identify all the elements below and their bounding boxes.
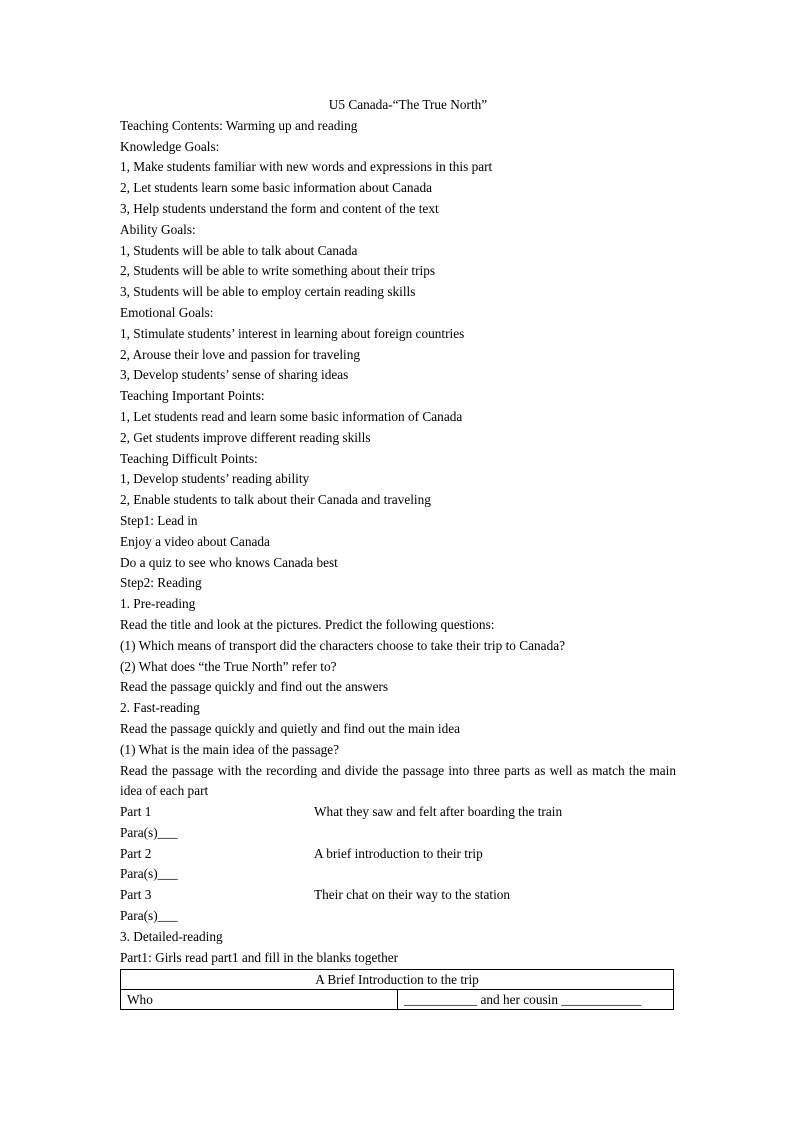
text-line: Do a quiz to see who knows Canada best xyxy=(120,554,338,570)
part-label: Part 2 xyxy=(120,845,152,861)
text-line: 2, Enable students to talk about their Canada and traveling xyxy=(120,492,431,508)
text-line: 2, Arouse their love and passion for traveling xyxy=(120,346,361,362)
text-line: 1, Students will be able to talk about Canada xyxy=(120,242,358,258)
part-label: Part 1 xyxy=(120,804,152,820)
part-row xyxy=(120,844,676,865)
text-line: 2, Let students learn some basic information about Canada xyxy=(120,180,433,196)
text-line: (2) What does “the True North” refer to? xyxy=(120,658,337,674)
part-main-idea: A brief introduction to their trip xyxy=(314,845,483,861)
table-cell-who-value[interactable]: ___________ and her cousin ____________ xyxy=(398,990,674,1010)
text-line: 2, Get students improve different reading skills xyxy=(120,429,371,445)
text-line: Emotional Goals: xyxy=(120,304,214,320)
divide-instruction: Read the passage with the recording and divide the passage into three parts as well as match the main idea of each part xyxy=(120,762,676,799)
table-header: A Brief Introduction to the trip xyxy=(121,970,674,990)
text-line: 1, Let students read and learn some basic information of Canada xyxy=(120,408,463,424)
text-line: Ability Goals: xyxy=(120,221,196,237)
part-label: Part 3 xyxy=(120,887,152,903)
lesson-plan-lines xyxy=(120,116,676,761)
part-paragraph-blank[interactable]: Para(s)___ xyxy=(120,908,178,924)
table-cell-who-label: Who xyxy=(121,990,398,1010)
text-line: Step1: Lead in xyxy=(120,512,198,528)
text-line: 3, Help students understand the form and content of the text xyxy=(120,200,439,216)
brief-introduction-table xyxy=(120,969,674,1010)
part-row xyxy=(120,802,676,823)
part-paragraph-blank[interactable]: Para(s)___ xyxy=(120,866,178,882)
text-line: 1. Pre-reading xyxy=(120,596,196,612)
part-row xyxy=(120,885,676,906)
text-line: Read the passage quickly and quietly and find out the main idea xyxy=(120,720,461,736)
text-line: 1, Make students familiar with new words and expressions in this part xyxy=(120,159,493,175)
text-line: Enjoy a video about Canada xyxy=(120,533,270,549)
text-line: 2, Students will be able to write something about their trips xyxy=(120,263,436,279)
text-line: Step2: Reading xyxy=(120,575,202,591)
text-line: Teaching Difficult Points: xyxy=(120,450,258,466)
text-line: (1) Which means of transport did the characters choose to take their trip to Canada? xyxy=(120,637,566,653)
text-line: 3, Develop students’ sense of sharing ideas xyxy=(120,367,349,383)
part-paragraph-blank[interactable]: Para(s)___ xyxy=(120,824,178,840)
part-main-idea: Their chat on their way to the station xyxy=(314,887,511,903)
part-main-idea: What they saw and felt after boarding the train xyxy=(314,804,563,820)
document-page xyxy=(120,95,676,1010)
text-line: 1, Stimulate students’ interest in learning about foreign countries xyxy=(120,325,465,341)
page-title: U5 Canada-“The True North” xyxy=(328,97,488,112)
text-line: 2. Fast-reading xyxy=(120,700,200,716)
text-line: 1, Develop students’ reading ability xyxy=(120,471,310,487)
text-line: Teaching Contents: Warming up and reading xyxy=(120,117,358,133)
detailed-reading-heading: 3. Detailed-reading xyxy=(120,928,223,944)
parts-list xyxy=(120,802,676,927)
text-line: Read the passage quickly and find out the answers xyxy=(120,679,389,695)
text-line: Knowledge Goals: xyxy=(120,138,220,154)
text-line: 3, Students will be able to employ certain reading skills xyxy=(120,284,416,300)
detailed-reading-instruction: Part1: Girls read part1 and fill in the blanks together xyxy=(120,949,399,965)
text-line: Teaching Important Points: xyxy=(120,388,265,404)
text-line: Read the title and look at the pictures. Predict the following questions: xyxy=(120,616,495,632)
text-line: (1) What is the main idea of the passage? xyxy=(120,741,340,757)
